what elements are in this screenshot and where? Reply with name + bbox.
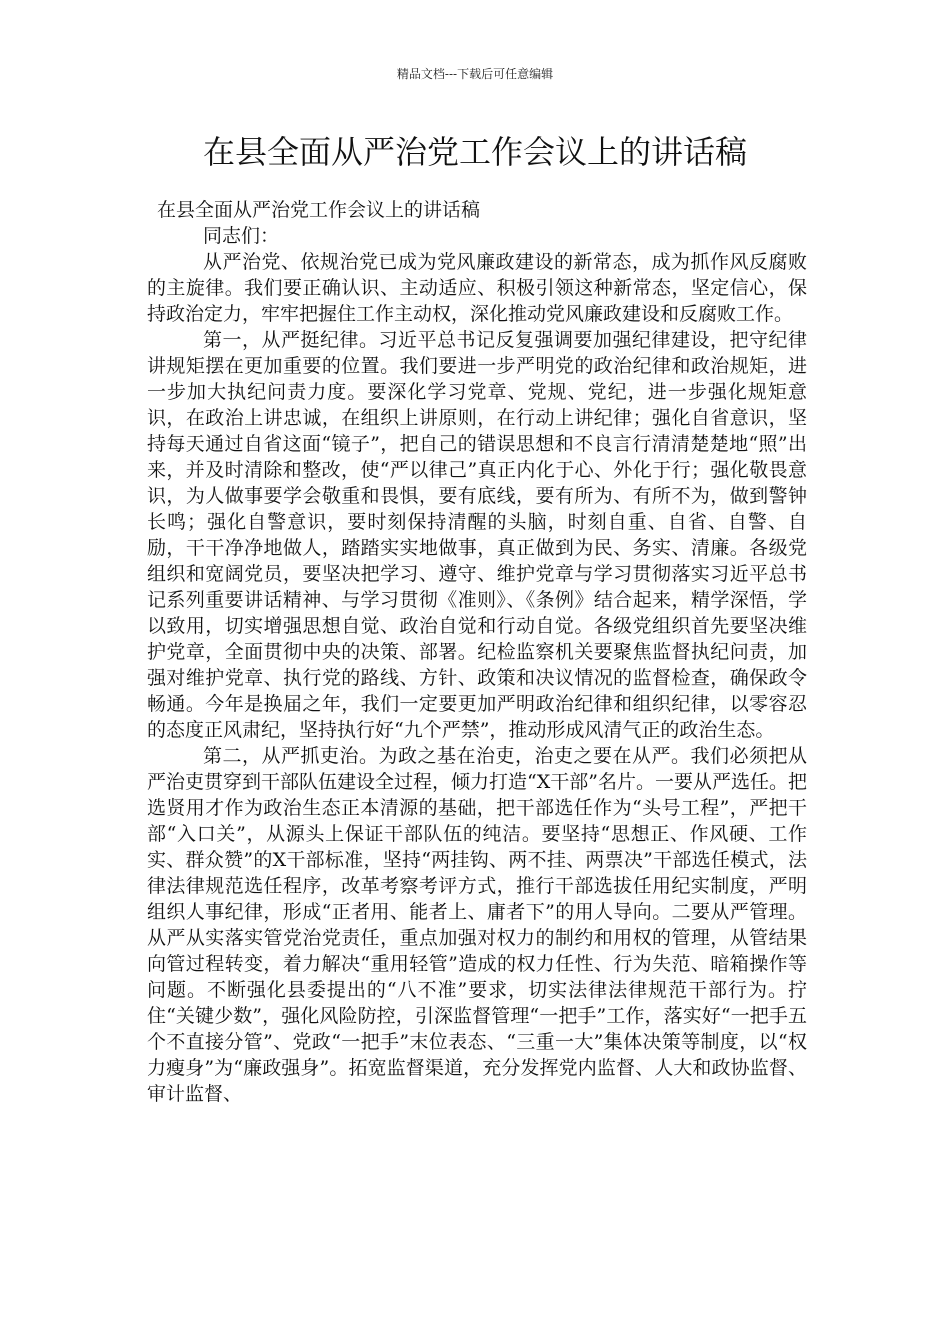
document-subtitle: 在县全面从严治党工作会议上的讲话稿 bbox=[157, 199, 481, 221]
paragraph-cadre-management: 第二，从严抓吏治。为政之基在治吏，治吏之要在从严。我们必须把从严治吏贯穿到干部队伍建设全过程，倾力打造“X干部”名片。一要从严选任。把选贤用才作为政治生态正本清源的基础，把干部选任作为“头号工程”，严把干部“入口关”，从源头上保证干部队伍的纯洁。要坚持“思想正、作风硬、工作实、群众赞”的X干部标准，坚持“两挂钩、两不挂、两票决”干部选任模式，法律法律规范选任程序，改革考察考评方式，推行干部选拔任用纪实制度，严明组织人事纪律，形成“正者用、能者上、庸者下”的用人导向。二要从严管理。从严从实落实管党治党责任，重点加强对权力的制约和用权的管理，从管结果向管过程转变，着力解决“重用轻管”造成的权力任性、行为失范、暗箱操作等问题。不断强化县委提出的“八不准”要求，切实法律法律规范干部行为。拧住“关键少数”，强化风险防控，引深监督管理“一把手”工作，落实好“一把手五个不直接分管”、党政“一把手”末位表态、“三重一大”集体决策等制度，以“权力瘦身”为“廉政强身”。拓宽监督渠道，充分发挥党内监督、人大和政协监督、审计监督、 bbox=[147, 745, 807, 1105]
document-title: 在县全面从严治党工作会议上的讲话稿 bbox=[202, 133, 747, 171]
document-body bbox=[147, 197, 807, 1107]
paragraph-discipline: 第一，从严挺纪律。习近平总书记反复强调要加强纪律建设，把守纪律讲规矩摆在更加重要的位置。我们要进一步严明党的政治纪律和政治规矩，进一步加大执纪问责力度。要深化学习党章、党规、党纪，进一步强化规矩意识，在政治上讲忠诚，在组织上讲原则，在行动上讲纪律；强化自省意识，坚持每天通过自省这面“镜子”，把自己的错误思想和不良言行清清楚楚地“照”出来，并及时清除和整改，使“严以律己”真正内化于心、外化于行；强化敬畏意识，为人做事要学会敬重和畏惧，要有底线，要有所为、有所不为，做到警钟长鸣；强化自警意识，要时刻保持清醒的头脑，时刻自重、自省、自警、自励，干干净净地做人，踏踏实实地做事，真正做到为民、务实、清廉。各级党组织和宽阔党员，要坚决把学习、遵守、维护党章与学习贯彻落实习近平总书记系列重要讲话精神、与学习贯彻《准则》、《条例》结合起来，精学深悟，学以致用，切实增强思想自觉、政治自觉和行动自觉。各级党组织首先要坚决维护党章，全面贯彻中央的决策、部署。纪检监察机关要聚焦监督执纪问责，加强对维护党章、执行党的路线、方针、政策和决议情况的监督检查，确保政令畅通。今年是换届之年，我们一定要更加严明政治纪律和组织纪律，以零容忍的态度正风肃纪，坚持执行好“九个严禁”，推动形成风清气正的政治生态。 bbox=[147, 329, 807, 741]
paragraph-intro: 从严治党、依规治党已成为党风廉政建设的新常态，成为抓作风反腐败的主旋律。我们要正确认识、主动适应、积极引领这种新常态，坚定信心，保持政治定力，牢牢把握住工作主动权，深化推动党风廉政建设和反腐败工作。 bbox=[147, 251, 807, 325]
page-header-note: 精品文档---下载后可任意编辑 bbox=[396, 67, 554, 81]
salutation: 同志们： bbox=[203, 225, 280, 247]
